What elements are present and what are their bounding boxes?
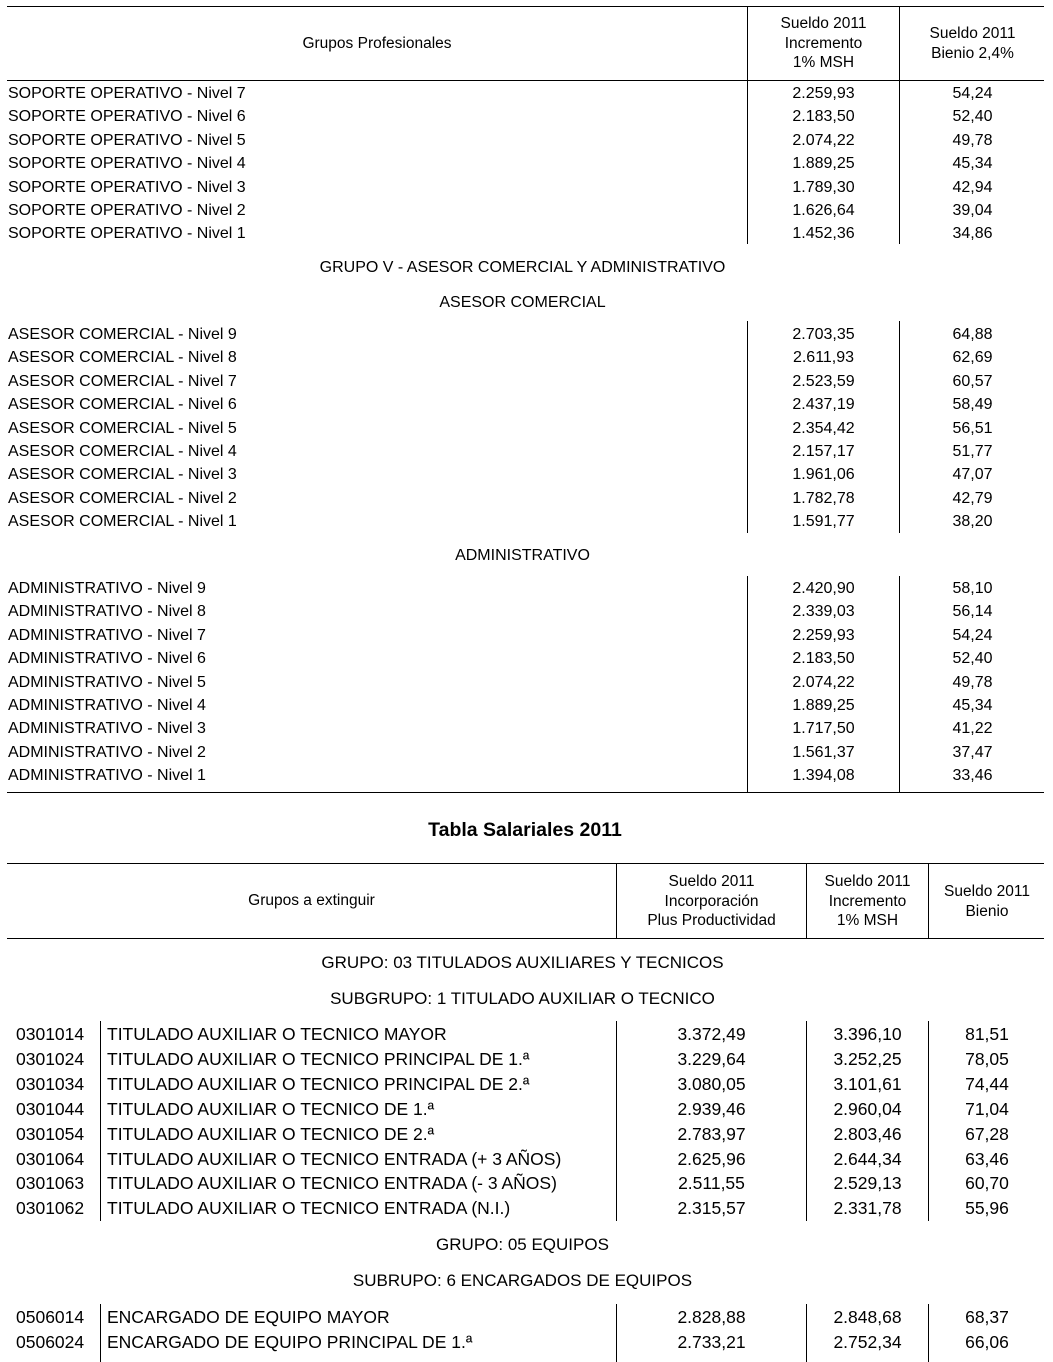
- row-incorporacion: 3.229,64: [677, 1048, 746, 1069]
- grupo-05-heading: GRUPO: 05 EQUIPOS: [436, 1235, 609, 1254]
- row-sueldo: 1.626,64: [792, 202, 855, 219]
- row-bienio: 64,88: [952, 326, 993, 343]
- table1-header-sueldo: Sueldo 2011 Incremento 1% MSH: [780, 15, 867, 71]
- administrativo-heading: ADMINISTRATIVO: [455, 547, 590, 564]
- row-label: ADMINISTRATIVO - Nivel 7: [8, 626, 206, 644]
- table2-header-rule: [7, 938, 1044, 939]
- row-label: ASESOR COMERCIAL - Nivel 5: [8, 419, 237, 437]
- row-incremento: 2.803,46: [833, 1123, 902, 1144]
- row-bienio: 49,78: [952, 131, 993, 149]
- row-bienio: 49,78: [952, 673, 993, 691]
- row-sueldo: 1.961,06: [792, 466, 855, 484]
- row-label: ASESOR COMERCIAL - Nivel 3: [8, 466, 237, 484]
- grupo-v-heading: GRUPO V - ASESOR COMERCIAL Y ADMINISTRATIVO: [319, 259, 726, 276]
- row-sueldo: 2.703,35: [792, 326, 855, 343]
- asesor-comercial-heading: ASESOR COMERCIAL: [439, 294, 606, 311]
- row-label: ASESOR COMERCIAL - Nivel 1: [8, 513, 237, 531]
- row-bienio: 67,28: [965, 1123, 1009, 1144]
- row-bienio: 60,70: [965, 1173, 1009, 1194]
- row-bienio: 71,04: [965, 1098, 1009, 1119]
- row-bienio: 56,51: [952, 419, 993, 437]
- row-label: ASESOR COMERCIAL - Nivel 2: [8, 489, 237, 507]
- row-bienio: 66,06: [965, 1331, 1009, 1352]
- row-code: 0301054: [16, 1123, 85, 1144]
- row-label: ADMINISTRATIVO - Nivel 8: [8, 603, 206, 621]
- row-sueldo: 2.611,93: [792, 349, 855, 367]
- row-bienio: 39,04: [952, 202, 993, 219]
- row-incremento: 2.848,68: [833, 1307, 902, 1327]
- row-bienio: 42,94: [952, 178, 993, 196]
- row-sueldo: 2.074,22: [792, 673, 855, 691]
- row-label: ADMINISTRATIVO - Nivel 6: [8, 650, 206, 668]
- row-label: SOPORTE OPERATIVO - Nivel 5: [8, 131, 246, 149]
- row-sueldo: 2.157,17: [792, 443, 855, 460]
- row-bienio: 33,46: [952, 767, 993, 785]
- row-label: TITULADO AUXILIAR O TECNICO DE 2.ª: [107, 1123, 435, 1144]
- table1-top-rule: [7, 6, 1044, 7]
- row-code: 0301063: [16, 1173, 85, 1194]
- row-code: 0301014: [16, 1024, 85, 1044]
- row-bienio: 81,51: [965, 1024, 1009, 1044]
- row-bienio: 52,40: [952, 108, 993, 126]
- row-sueldo: 1.717,50: [792, 720, 855, 738]
- row-label: SOPORTE OPERATIVO - Nivel 4: [8, 155, 246, 173]
- table2-header-incremento: Sueldo 2011 Incremento 1% MSH: [824, 873, 911, 929]
- row-code: 0301034: [16, 1073, 85, 1094]
- row-incremento: 2.529,13: [833, 1173, 902, 1194]
- row-label: TITULADO AUXILIAR O TECNICO ENTRADA (+ 3 AÑOS): [107, 1148, 562, 1169]
- row-label: ADMINISTRATIVO - Nivel 4: [8, 697, 206, 714]
- row-incorporacion: 2.511,55: [678, 1173, 745, 1194]
- row-sueldo: 2.259,93: [792, 85, 855, 102]
- row-sueldo: 1.561,37: [792, 743, 855, 761]
- row-sueldo: 2.420,90: [792, 580, 855, 597]
- row-bienio: 42,79: [952, 489, 993, 507]
- row-sueldo: 2.183,50: [792, 108, 855, 126]
- row-label: ASESOR COMERCIAL - Nivel 6: [8, 396, 237, 414]
- row-bienio: 45,34: [952, 697, 993, 714]
- row-label: SOPORTE OPERATIVO - Nivel 7: [8, 85, 246, 102]
- row-bienio: 34,86: [952, 225, 993, 243]
- row-label: TITULADO AUXILIAR O TECNICO ENTRADA (N.I.): [107, 1198, 511, 1219]
- row-label: ENCARGADO DE EQUIPO PRINCIPAL DE 1.ª: [107, 1331, 473, 1352]
- row-bienio: 60,57: [952, 372, 993, 390]
- row-incorporacion: 2.625,96: [677, 1148, 746, 1169]
- row-sueldo: 1.394,08: [792, 767, 855, 785]
- row-incorporacion: 2.939,46: [677, 1098, 746, 1119]
- table2-titulado-divider-0: [100, 1021, 101, 1221]
- table1-bottom-rule: [7, 792, 1044, 793]
- row-incorporacion: 3.372,49: [677, 1024, 746, 1044]
- row-label: ASESOR COMERCIAL - Nivel 4: [8, 443, 237, 460]
- row-bienio: 52,40: [952, 650, 993, 668]
- row-sueldo: 2.437,19: [792, 396, 855, 414]
- row-bienio: 37,47: [952, 743, 993, 761]
- row-bienio: 55,96: [965, 1198, 1009, 1219]
- row-label: TITULADO AUXILIAR O TECNICO DE 1.ª: [107, 1098, 435, 1119]
- row-sueldo: 1.789,30: [792, 178, 855, 196]
- row-bienio: 58,10: [952, 580, 993, 597]
- row-incorporacion: 2.828,88: [677, 1307, 746, 1327]
- table2-header-bienio: Sueldo 2011 Bienio: [944, 883, 1030, 920]
- row-incremento: 2.644,34: [833, 1148, 902, 1169]
- row-sueldo: 1.452,36: [792, 225, 855, 243]
- row-label: SOPORTE OPERATIVO - Nivel 3: [8, 178, 246, 196]
- row-incremento: 3.396,10: [833, 1024, 902, 1044]
- row-label: TITULADO AUXILIAR O TECNICO PRINCIPAL DE 2.ª: [107, 1073, 530, 1094]
- row-label: TITULADO AUXILIAR O TECNICO MAYOR: [107, 1024, 447, 1044]
- row-label: ENCARGADO DE EQUIPO MAYOR: [107, 1307, 390, 1327]
- subgrupo-1-heading: SUBGRUPO: 1 TITULADO AUXILIAR O TECNICO: [330, 989, 715, 1008]
- row-bienio: 68,37: [965, 1307, 1009, 1327]
- row-incremento: 2.960,04: [833, 1098, 902, 1119]
- row-bienio: 54,24: [952, 85, 993, 102]
- row-label: TITULADO AUXILIAR O TECNICO ENTRADA (- 3 AÑOS): [107, 1173, 557, 1194]
- table2-title: Tabla Salariales 2011: [428, 819, 622, 841]
- row-label: TITULADO AUXILIAR O TECNICO PRINCIPAL DE 1.ª: [107, 1048, 530, 1069]
- subgrupo-6-heading: SUBRUPO: 6 ENCARGADOS DE EQUIPOS: [352, 1271, 693, 1290]
- row-incorporacion: 2.315,57: [677, 1198, 746, 1219]
- table2-header-incorporacion: Sueldo 2011 Incorporación Plus Productividad: [647, 873, 776, 929]
- row-bienio: 78,05: [965, 1048, 1009, 1069]
- row-bienio: 58,49: [952, 396, 993, 414]
- row-code: 0301044: [16, 1098, 85, 1119]
- row-label: ASESOR COMERCIAL - Nivel 8: [8, 349, 237, 367]
- row-sueldo: 2.259,93: [792, 626, 855, 644]
- grupo-03-heading: GRUPO: 03 TITULADOS AUXILIARES Y TECNICOS: [321, 953, 724, 972]
- row-label: SOPORTE OPERATIVO - Nivel 2: [8, 202, 246, 219]
- row-sueldo: 2.339,03: [792, 603, 855, 621]
- row-label: ADMINISTRATIVO - Nivel 2: [8, 743, 206, 761]
- row-bienio: 74,44: [965, 1073, 1009, 1094]
- table1-header-bienio: Sueldo 2011 Bienio 2,4%: [929, 25, 1016, 62]
- row-sueldo: 2.074,22: [792, 131, 855, 149]
- row-code: 0301064: [16, 1148, 85, 1169]
- row-label: ADMINISTRATIVO - Nivel 9: [8, 580, 206, 597]
- row-bienio: 56,14: [952, 603, 993, 621]
- row-label: ASESOR COMERCIAL - Nivel 7: [8, 372, 237, 390]
- row-code: 0301024: [16, 1048, 85, 1069]
- table1-header-grupos: Grupos Profesionales: [302, 35, 452, 52]
- row-incorporacion: 2.733,21: [677, 1331, 746, 1352]
- row-incremento: 3.252,25: [833, 1048, 902, 1069]
- row-incremento: 2.752,34: [833, 1331, 902, 1352]
- row-code: 0506014: [16, 1307, 85, 1327]
- row-bienio: 47,07: [952, 466, 993, 484]
- row-sueldo: 1.889,25: [792, 697, 855, 714]
- row-incorporacion: 2.783,97: [677, 1123, 746, 1144]
- row-sueldo: 1.782,78: [792, 489, 855, 507]
- row-sueldo: 2.354,42: [792, 419, 855, 437]
- row-bienio: 38,20: [952, 513, 993, 531]
- row-sueldo: 2.523,59: [792, 372, 855, 390]
- row-bienio: 45,34: [952, 155, 993, 173]
- row-label: SOPORTE OPERATIVO - Nivel 1: [8, 225, 246, 243]
- row-bienio: 51,77: [952, 443, 993, 460]
- row-label: SOPORTE OPERATIVO - Nivel 6: [8, 108, 246, 126]
- table2-encargado-divider-0: [100, 1304, 101, 1362]
- table2-header-grupos: Grupos a extinguir: [248, 892, 375, 909]
- row-bienio: 63,46: [965, 1148, 1009, 1169]
- row-bienio: 62,69: [952, 349, 993, 367]
- row-code: 0506024: [16, 1331, 85, 1352]
- row-code: 0301062: [16, 1198, 85, 1219]
- row-incremento: 2.331,78: [833, 1198, 902, 1219]
- table1-header-rule: [7, 80, 1044, 81]
- table2-top-rule: [7, 863, 1044, 864]
- row-label: ADMINISTRATIVO - Nivel 5: [8, 673, 206, 691]
- row-incorporacion: 3.080,05: [677, 1073, 746, 1094]
- row-sueldo: 2.183,50: [792, 650, 855, 668]
- row-bienio: 54,24: [952, 626, 993, 644]
- row-sueldo: 1.889,25: [792, 155, 855, 173]
- row-label: ADMINISTRATIVO - Nivel 3: [8, 720, 206, 738]
- row-label: ASESOR COMERCIAL - Nivel 9: [8, 326, 237, 343]
- row-sueldo: 1.591,77: [792, 513, 855, 531]
- row-incremento: 3.101,61: [833, 1073, 902, 1094]
- row-bienio: 41,22: [952, 720, 993, 738]
- row-label: ADMINISTRATIVO - Nivel 1: [8, 767, 206, 785]
